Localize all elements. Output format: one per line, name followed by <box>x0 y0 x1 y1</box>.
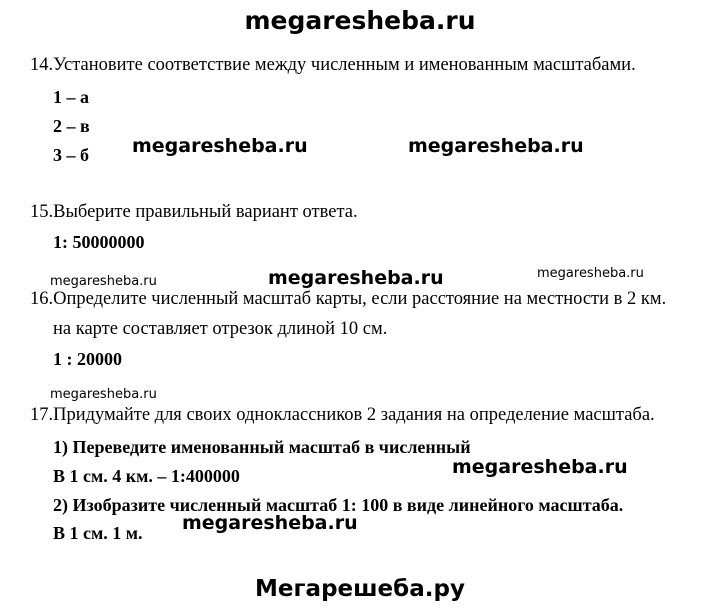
answer-16: 1 : 20000 <box>53 349 122 369</box>
watermark-top: megaresheba.ru <box>244 6 476 35</box>
watermark-bold-1: megaresheba.ru <box>132 135 308 157</box>
answer-14-3: 3 – б <box>53 145 89 165</box>
question-15: 15.Выберите правильный вариант ответа. <box>30 202 358 222</box>
question-16-line2: на карте составляет отрезок длиной 10 см. <box>53 319 388 339</box>
question-16-line1: 16.Определите численный масштаб карты, если расстояние на местности в 2 км. <box>30 289 667 309</box>
watermark-small-1: megaresheba.ru <box>50 274 157 289</box>
answer-14-2: 2 – в <box>53 116 90 136</box>
watermark-small-3: megaresheba.ru <box>50 387 157 402</box>
question-14: 14.Установите соответствие между численным и именованным масштабами. <box>30 55 636 75</box>
task-17-1: 1) Переведите именованный масштаб в численный <box>53 437 471 457</box>
answer-17-1: В 1 см. 4 км. – 1:400000 <box>53 466 240 486</box>
watermark-bold-3: megaresheba.ru <box>268 267 444 289</box>
answer-14-1: 1 – а <box>53 87 89 107</box>
watermark-bold-4: megaresheba.ru <box>452 456 628 478</box>
watermark-bold-2: megaresheba.ru <box>408 135 584 157</box>
task-17-2: 2) Изобразите численный масштаб 1: 100 в виде линейного масштаба. <box>53 495 624 515</box>
question-17: 17.Придумайте для своих одноклассников 2 задания на определение масштаба. <box>30 405 655 425</box>
watermark-bold-5: megaresheba.ru <box>182 512 358 534</box>
answer-15: 1: 50000000 <box>53 232 145 252</box>
watermark-small-2: megaresheba.ru <box>537 266 644 281</box>
answer-17-2: В 1 см. 1 м. <box>53 523 143 543</box>
watermark-bottom: Мегарешеба.ру <box>255 576 465 602</box>
